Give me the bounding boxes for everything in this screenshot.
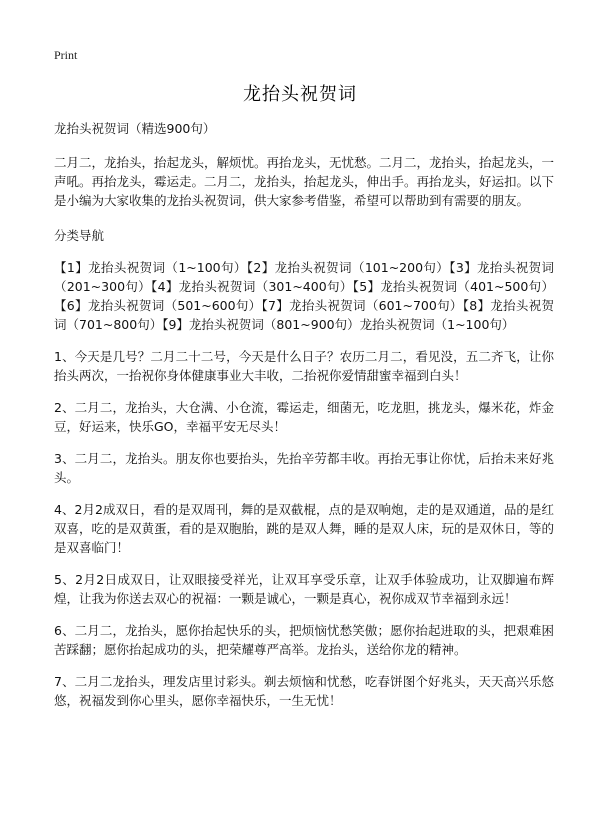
nav-link-6[interactable]: 【6】龙抬头祝贺词（501~600句） (54, 298, 262, 313)
greeting-paragraph: 7、二月二龙抬头，理发店里讨彩头。剃去烦恼和忧愁，吃春饼图个好兆头，天天高兴乐悠悠，祝福发到你心里头，愿你幸福快乐，一生无忧！ (54, 674, 554, 708)
nav-link-8[interactable]: 【8】龙抬头祝贺词（701~800句） (54, 298, 554, 332)
greeting-paragraph: 3、二月二，龙抬头。朋友你也要抬头，先抬辛劳都丰收。再抬无事让你忧，后抬未来好兆头。 (54, 451, 554, 485)
greeting-paragraph: 6、二月二，龙抬头，愿你抬起快乐的头，把烦恼忧愁笑傲；愿你抬起进取的头，把艰难困苦踩翻；愿你抬起成功的头，把荣耀尊严高举。龙抬头，送给你龙的精神。 (54, 623, 554, 657)
nav-link-9[interactable]: 【9】龙抬头祝贺词（801~900句） (162, 317, 360, 332)
category-nav (54, 258, 554, 334)
nav-link-3[interactable]: 【3】龙抬头祝贺词（201~300句） (54, 260, 554, 294)
greeting-paragraph: 1、今天是几号？二月二十二号，今天是什么日子？农历二月二，看见没，五二齐飞，让你抬头两次，一抬祝你身体健康事业大丰收，二抬祝你爱情甜蜜幸福到白头！ (54, 349, 554, 383)
print-link[interactable]: Print (54, 48, 78, 62)
page-title: 龙抬头祝贺词 (243, 84, 357, 105)
nav-link-2[interactable]: 【2】龙抬头祝贺词（101~200句） (246, 260, 450, 275)
article-subtitle: 龙抬头祝贺词（精选900句） (54, 121, 216, 136)
nav-link-7[interactable]: 【7】龙抬头祝贺词（601~700句） (261, 298, 463, 313)
nav-link-5[interactable]: 【5】龙抬头祝贺词（401~500句） (352, 279, 554, 294)
nav-link-1[interactable]: 【1】龙抬头祝贺词（1~100句） (54, 260, 247, 275)
greeting-paragraph: 2、二月二，龙抬头，大仓满、小仓流，霉运走，细菌无，吃龙胆，挑龙头，爆米花，炸金豆，好运来，快乐GO，幸福平安无尽头！ (54, 400, 554, 434)
greeting-paragraph: 4、2月2成双日，看的是双周刊，舞的是双截棍，点的是双响炮，走的是双通道，品的是红双喜，吃的是双黄蛋，看的是双胞胎，跳的是双人舞，睡的是双人床，玩的是双休日，等的是双喜临门！ (54, 502, 555, 555)
intro-paragraph: 二月二，龙抬头，抬起龙头，解烦忧。再抬龙头，无忧愁。二月二，龙抬头，抬起龙头，一声吼。再抬龙头，霉运走。二月二，龙抬头，抬起龙头，伸出手。再抬龙头，好运扣。以下是小编为大家收集的龙抬头祝贺词，供大家参考借鉴，希望可以帮助到有需要的朋友。 (54, 155, 555, 208)
article-body (54, 119, 554, 723)
nav-tail-text: 龙抬头祝贺词（1~100句） (359, 317, 515, 332)
nav-link-4[interactable]: 【4】龙抬头祝贺词（301~400句） (151, 279, 353, 294)
greeting-paragraph: 5、2月2日成双日，让双眼接受祥光，让双耳享受乐章，让双手体验成功，让双脚遍布辉煌，让我为你送去双心的祝福：一颗是诚心，一颗是真心，祝你成双节幸福到永远！ (54, 572, 554, 606)
nav-heading: 分类导航 (54, 228, 105, 243)
